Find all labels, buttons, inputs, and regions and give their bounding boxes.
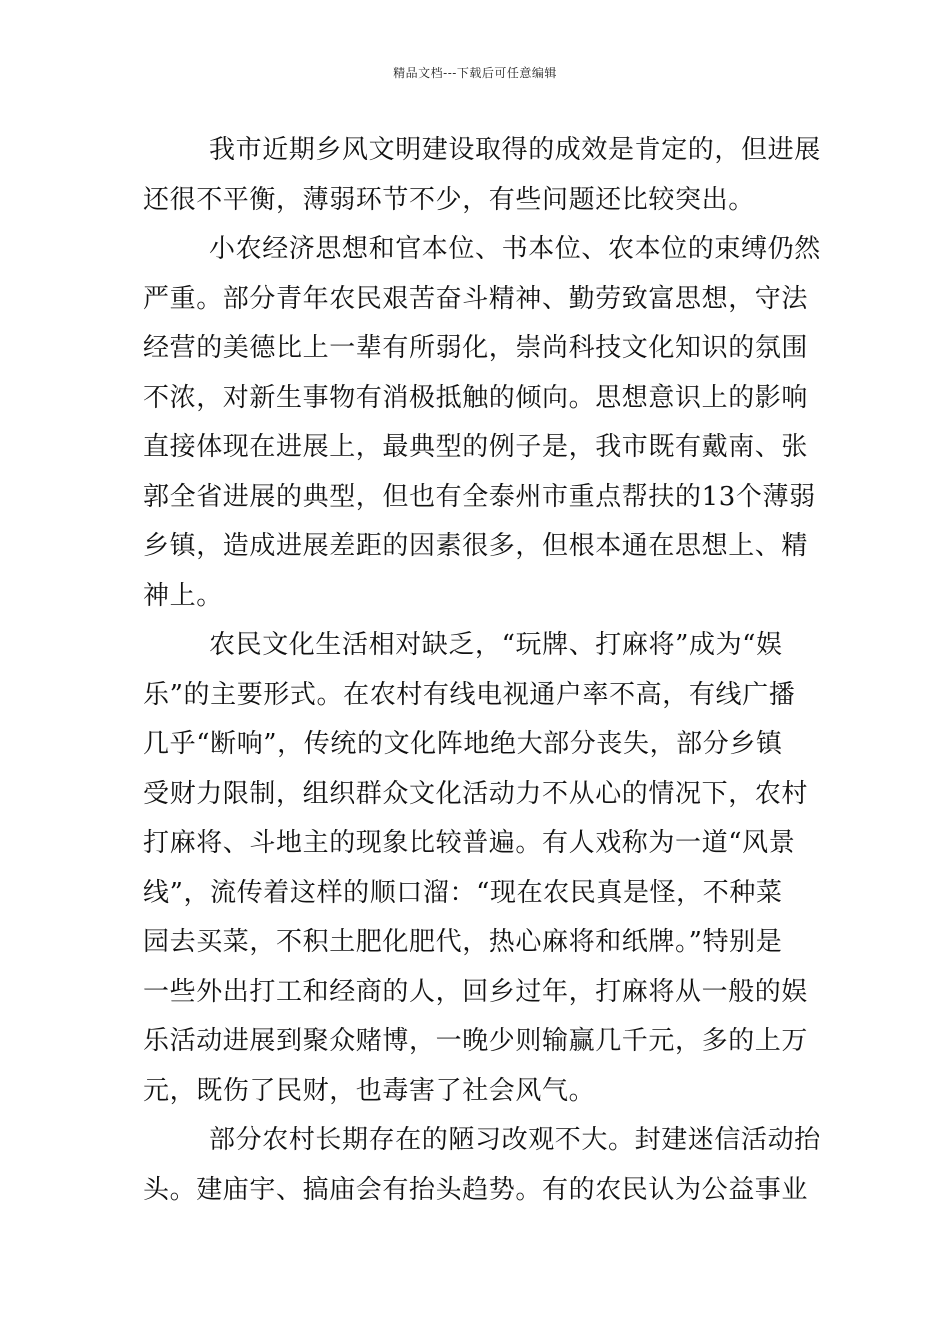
paragraph <box>143 1116 821 1215</box>
text-line: 乡镇，造成进展差距的因素很多，但根本通在思想上、精 <box>143 531 809 561</box>
text-line: 直接体现在进展上，最典型的例子是，我市既有戴南、张 <box>143 432 809 462</box>
paragraph <box>143 225 821 621</box>
text-line: 乐”的主要形式。在农村有线电视通户率不高，有线广播 <box>143 679 796 710</box>
text-line: 元，既伤了民财，也毒害了社会风气。 <box>143 1075 596 1106</box>
text-line: 我市近期乡风文明建设取得的成效是肯定的，但进展 <box>209 135 821 165</box>
text-line: 郭全省进展的典型，但也有全泰州市重点帮扶的13个薄弱 <box>143 481 816 512</box>
document-body <box>143 126 821 1215</box>
text-line: 乐活动进展到聚众赌博，一晚少则输赢几千元，多的上万 <box>143 1026 809 1056</box>
text-line: 打麻将、斗地主的现象比较普遍。有人戏称为一道“风景 <box>143 828 796 858</box>
text-line: 还很不平衡，薄弱环节不少，有些问题还比较突出。 <box>143 184 755 215</box>
text-line: 不浓，对新生事物有消极抵触的倾向。思想意识上的影响 <box>143 382 809 413</box>
text-line: 受财力限制，组织群众文化活动力不从心的情况下，农村 <box>143 778 809 809</box>
text-line: 农民文化生活相对缺乏，“玩牌、打麻将”成为“娱 <box>209 630 783 660</box>
text-line: 经营的美德比上一辈有所弱化，崇尚科技文化知识的氛围 <box>143 333 809 363</box>
text-line: 线”，流传着这样的顺口溜：“现在农民真是怪，不种菜 <box>143 877 783 908</box>
text-line: 头。建庙宇、搞庙会有抬头趋势。有的农民认为公益事业 <box>143 1174 809 1205</box>
text-line: 一些外出打工和经商的人，回乡过年，打麻将从一般的娱 <box>143 976 809 1007</box>
text-line: 严重。部分青年农民艰苦奋斗精神、勤劳致富思想，守法 <box>143 283 809 314</box>
page-header: 精品文档---下载后可任意编辑 <box>393 66 557 80</box>
text-line: 小农经济思想和官本位、书本位、农本位的束缚仍然 <box>209 234 821 264</box>
text-line: 神上。 <box>143 580 223 611</box>
text-line: 几乎“断响”，传统的文化阵地绝大部分丧失，部分乡镇 <box>143 729 783 759</box>
paragraph <box>143 621 815 1116</box>
text-line: 园去买菜，不积土肥化肥代，热心麻将和纸牌。”特别是 <box>143 927 783 957</box>
text-line: 部分农村长期存在的陋习改观不大。封建迷信活动抬 <box>209 1125 821 1155</box>
paragraph <box>143 126 821 225</box>
